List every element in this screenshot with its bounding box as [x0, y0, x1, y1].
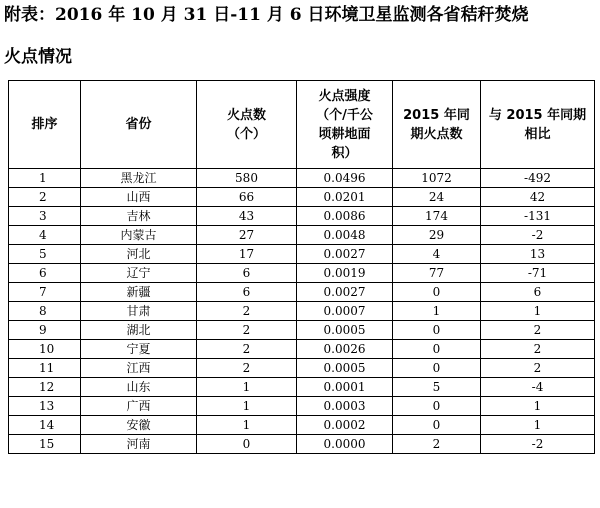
cell-province: 安徽	[81, 416, 197, 435]
cell-2015-count: 24	[393, 188, 481, 207]
header-line: 与 2015 年同期	[488, 107, 587, 123]
cell-rank: 11	[9, 359, 81, 378]
cell-2015-count: 5	[393, 378, 481, 397]
cell-fire-count: 580	[197, 169, 297, 188]
cell-fire-intensity: 0.0048	[297, 226, 393, 245]
cell-vs-2015: 2	[481, 340, 595, 359]
table-row	[9, 378, 595, 397]
cell-2015-count: 0	[393, 283, 481, 302]
cell-fire-count: 1	[197, 378, 297, 397]
cell-fire-intensity: 0.0007	[297, 302, 393, 321]
cell-fire-count: 2	[197, 302, 297, 321]
cell-rank: 7	[9, 283, 81, 302]
header-line: 火点强度	[318, 88, 371, 104]
cell-fire-count: 6	[197, 264, 297, 283]
cell-province: 广西	[81, 397, 197, 416]
header-line: 排序	[31, 117, 58, 132]
cell-rank: 6	[9, 264, 81, 283]
cell-vs-2015: 1	[481, 302, 595, 321]
cell-fire-intensity: 0.0005	[297, 321, 393, 340]
table-row	[9, 416, 595, 435]
table-row	[9, 302, 595, 321]
cell-vs-2015: -71	[481, 264, 595, 283]
cell-province: 山西	[81, 188, 197, 207]
cell-province: 宁夏	[81, 340, 197, 359]
cell-rank: 8	[9, 302, 81, 321]
cell-fire-intensity: 0.0000	[297, 435, 393, 454]
header-rank	[9, 81, 81, 169]
cell-fire-count: 1	[197, 397, 297, 416]
cell-fire-count: 43	[197, 207, 297, 226]
cell-fire-intensity: 0.0086	[297, 207, 393, 226]
cell-fire-count: 0	[197, 435, 297, 454]
cell-fire-count: 27	[197, 226, 297, 245]
cell-rank: 5	[9, 245, 81, 264]
cell-vs-2015: -492	[481, 169, 595, 188]
cell-2015-count: 0	[393, 359, 481, 378]
header-line: 相比	[524, 126, 551, 142]
cell-fire-count: 2	[197, 359, 297, 378]
cell-fire-count: 2	[197, 340, 297, 359]
cell-fire-intensity: 0.0003	[297, 397, 393, 416]
cell-2015-count: 4	[393, 245, 481, 264]
cell-2015-count: 77	[393, 264, 481, 283]
table-row	[9, 188, 595, 207]
cell-vs-2015: 42	[481, 188, 595, 207]
header-vs-2015	[481, 81, 595, 169]
cell-rank: 13	[9, 397, 81, 416]
table-row	[9, 340, 595, 359]
cell-fire-intensity: 0.0027	[297, 245, 393, 264]
cell-rank: 9	[9, 321, 81, 340]
cell-vs-2015: 1	[481, 416, 595, 435]
cell-province: 新疆	[81, 283, 197, 302]
cell-vs-2015: 2	[481, 321, 595, 340]
header-fire-intensity	[297, 81, 393, 169]
cell-2015-count: 1	[393, 302, 481, 321]
cell-vs-2015: -2	[481, 435, 595, 454]
header-province	[81, 81, 197, 169]
table-body	[9, 169, 595, 454]
cell-rank: 1	[9, 169, 81, 188]
cell-rank: 4	[9, 226, 81, 245]
table-row	[9, 207, 595, 226]
cell-rank: 15	[9, 435, 81, 454]
cell-fire-intensity: 0.0026	[297, 340, 393, 359]
cell-province: 湖北	[81, 321, 197, 340]
table-header-row	[9, 81, 595, 169]
cell-2015-count: 29	[393, 226, 481, 245]
cell-vs-2015: 1	[481, 397, 595, 416]
header-line: （个/千公	[316, 107, 373, 123]
cell-vs-2015: 2	[481, 359, 595, 378]
header-line: 省份	[125, 117, 152, 132]
cell-fire-count: 6	[197, 283, 297, 302]
header-line: 顷耕地面	[318, 126, 371, 142]
cell-vs-2015: 6	[481, 283, 595, 302]
cell-fire-intensity: 0.0005	[297, 359, 393, 378]
cell-fire-intensity: 0.0201	[297, 188, 393, 207]
cell-rank: 3	[9, 207, 81, 226]
page-title: 附表：2016 年 10 月 31 日-11 月 6 日环境卫星监测各省秸秆焚烧	[4, 5, 529, 25]
cell-province: 辽宁	[81, 264, 197, 283]
cell-fire-intensity: 0.0002	[297, 416, 393, 435]
cell-province: 江西	[81, 359, 197, 378]
header-line: 积）	[331, 145, 358, 161]
cell-fire-intensity: 0.0496	[297, 169, 393, 188]
cell-province: 山东	[81, 378, 197, 397]
cell-fire-count: 1	[197, 416, 297, 435]
table-row	[9, 245, 595, 264]
cell-fire-intensity: 0.0027	[297, 283, 393, 302]
header-line: 火点数	[226, 107, 266, 123]
header-line: 期火点数	[410, 126, 463, 142]
header-fire-count	[197, 81, 297, 169]
cell-province: 黑龙江	[81, 169, 197, 188]
cell-vs-2015: -2	[481, 226, 595, 245]
cell-fire-intensity: 0.0019	[297, 264, 393, 283]
cell-province: 河南	[81, 435, 197, 454]
cell-2015-count: 0	[393, 397, 481, 416]
table-row	[9, 435, 595, 454]
header-line: （个）	[226, 126, 266, 142]
cell-fire-intensity: 0.0001	[297, 378, 393, 397]
table-row	[9, 321, 595, 340]
table-row	[9, 283, 595, 302]
cell-rank: 10	[9, 340, 81, 359]
cell-vs-2015: -131	[481, 207, 595, 226]
cell-vs-2015: -4	[481, 378, 595, 397]
table-row	[9, 397, 595, 416]
cell-2015-count: 1072	[393, 169, 481, 188]
cell-province: 内蒙古	[81, 226, 197, 245]
cell-2015-count: 174	[393, 207, 481, 226]
cell-fire-count: 17	[197, 245, 297, 264]
cell-rank: 2	[9, 188, 81, 207]
table-row	[9, 359, 595, 378]
table-row	[9, 169, 595, 188]
cell-vs-2015: 13	[481, 245, 595, 264]
fire-point-table	[8, 80, 595, 454]
header-line: 2015 年同	[403, 107, 470, 123]
page-subtitle: 火点情况	[4, 47, 72, 67]
cell-fire-count: 2	[197, 321, 297, 340]
cell-2015-count: 2	[393, 435, 481, 454]
table-row	[9, 264, 595, 283]
cell-2015-count: 0	[393, 340, 481, 359]
cell-2015-count: 0	[393, 416, 481, 435]
cell-rank: 12	[9, 378, 81, 397]
header-2015-count	[393, 81, 481, 169]
cell-province: 河北	[81, 245, 197, 264]
cell-province: 吉林	[81, 207, 197, 226]
cell-2015-count: 0	[393, 321, 481, 340]
cell-rank: 14	[9, 416, 81, 435]
table-row	[9, 226, 595, 245]
cell-fire-count: 66	[197, 188, 297, 207]
cell-province: 甘肃	[81, 302, 197, 321]
